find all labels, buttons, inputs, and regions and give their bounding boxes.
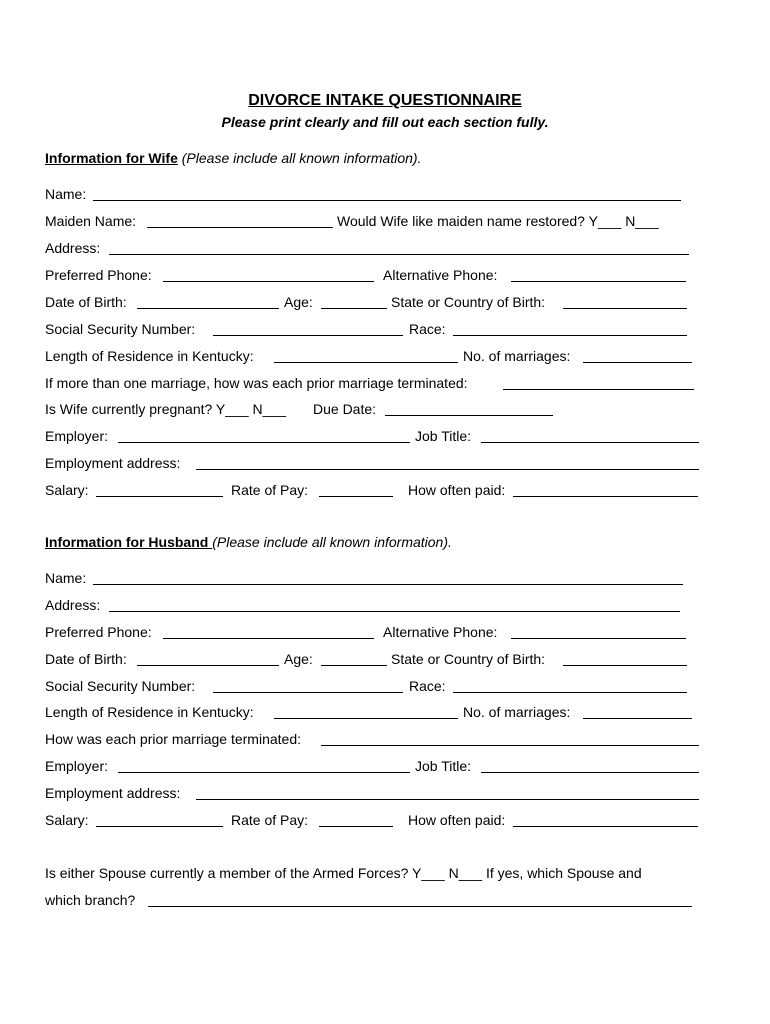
wife-prior-label: If more than one marriage, how was each prior marriage terminated: [45, 375, 468, 391]
husband-emp-addr-label: Employment address: [45, 785, 181, 801]
wife-due-field[interactable] [385, 415, 553, 416]
husband-address-field[interactable] [109, 611, 680, 612]
husband-age-field[interactable] [321, 665, 387, 666]
wife-birth-state-field[interactable] [563, 308, 687, 309]
husband-residence-label: Length of Residence in Kentucky: [45, 704, 254, 720]
wife-race-label: Race: [409, 321, 446, 337]
wife-address-row [45, 240, 695, 258]
husband-address-label: Address: [45, 597, 101, 613]
wife-name-label: Name: [45, 186, 87, 202]
wife-residence-field[interactable] [274, 362, 458, 363]
wife-salary-label: Salary: [45, 482, 89, 498]
husband-birth-state-label: State or Country of Birth: [391, 651, 546, 667]
wife-often-field[interactable] [513, 496, 698, 497]
husband-alt-phone-label: Alternative Phone: [383, 624, 498, 640]
wife-due-label: Due Date: [313, 401, 377, 417]
wife-race-field[interactable] [453, 335, 687, 336]
husband-prior-field[interactable] [321, 745, 699, 746]
husband-employer-label: Employer: [45, 758, 109, 774]
wife-pref-phone-field[interactable] [163, 281, 374, 282]
wife-dob-label: Date of Birth: [45, 294, 127, 310]
husband-race-field[interactable] [453, 692, 687, 693]
wife-dob-field[interactable] [137, 308, 279, 309]
husband-salary-row [45, 812, 705, 830]
armed-forces-row [45, 865, 705, 883]
wife-age-label: Age: [284, 294, 313, 310]
husband-prior-row [45, 731, 705, 749]
wife-dob-row [45, 294, 695, 312]
wife-pref-phone-label: Preferred Phone: [45, 267, 152, 283]
husband-address-row [45, 597, 695, 615]
husband-prior-label: How was each prior marriage terminated: [45, 731, 301, 747]
wife-salary-row [45, 482, 705, 500]
husband-residence-row [45, 704, 695, 722]
husband-marriages-field[interactable] [583, 718, 692, 719]
form-title: DIVORCE INTAKE QUESTIONNAIRE [248, 92, 522, 109]
wife-employer-label: Employer: [45, 428, 109, 444]
husband-ssn-label: Social Security Number: [45, 678, 196, 694]
wife-job-field[interactable] [481, 442, 699, 443]
husband-age-label: Age: [284, 651, 313, 667]
armed-branch-field[interactable] [148, 906, 692, 907]
husband-name-label: Name: [45, 570, 87, 586]
husband-dob-field[interactable] [137, 665, 279, 666]
husband-dob-row [45, 651, 695, 669]
husband-rate-field[interactable] [319, 826, 393, 827]
wife-employer-row [45, 428, 705, 446]
husband-birth-state-field[interactable] [563, 665, 687, 666]
wife-address-field[interactable] [109, 254, 689, 255]
armed-branch-row [45, 892, 705, 910]
husband-section-heading [45, 534, 452, 550]
husband-often-field[interactable] [513, 826, 698, 827]
husband-phone-row [45, 624, 695, 642]
wife-name-field[interactable] [93, 200, 681, 201]
husband-ssn-field[interactable] [213, 692, 403, 693]
husband-heading: Information for Husband [45, 534, 213, 550]
wife-alt-phone-label: Alternative Phone: [383, 267, 498, 283]
husband-alt-phone-field[interactable] [511, 638, 686, 639]
wife-name-row [45, 186, 685, 204]
wife-employer-field[interactable] [118, 442, 410, 443]
wife-rate-label: Rate of Pay: [231, 482, 309, 498]
form-subtitle: Please print clearly and fill out each section fully. [221, 114, 549, 130]
wife-maiden-label: Maiden Name: [45, 213, 137, 229]
wife-prior-field[interactable] [503, 389, 694, 390]
husband-name-field[interactable] [93, 584, 683, 585]
wife-often-label: How often paid: [408, 482, 506, 498]
wife-pregnant-question: Is Wife currently pregnant? Y___ N___ [45, 401, 286, 417]
husband-note: (Please include all known information). [212, 534, 452, 550]
wife-phone-row [45, 267, 695, 285]
armed-branch-label: which branch? [45, 892, 136, 908]
wife-birth-state-label: State or Country of Birth: [391, 294, 546, 310]
wife-emp-addr-field[interactable] [196, 469, 699, 470]
husband-salary-field[interactable] [96, 826, 223, 827]
husband-race-label: Race: [409, 678, 446, 694]
husband-employer-field[interactable] [118, 772, 410, 773]
husband-job-field[interactable] [481, 772, 699, 773]
wife-restore-question: Would Wife like maiden name restored? Y___ N___ [337, 213, 659, 229]
husband-emp-addr-field[interactable] [196, 799, 699, 800]
wife-rate-field[interactable] [319, 496, 393, 497]
wife-ssn-row [45, 321, 695, 339]
wife-age-field[interactable] [321, 308, 387, 309]
husband-often-label: How often paid: [408, 812, 506, 828]
husband-ssn-row [45, 678, 695, 696]
armed-forces-question: Is either Spouse currently a member of the Armed Forces? Y___ N___ If yes, which Spouse and [45, 865, 642, 881]
husband-pref-phone-label: Preferred Phone: [45, 624, 152, 640]
husband-emp-addr-row [45, 785, 705, 803]
husband-rate-label: Rate of Pay: [231, 812, 309, 828]
wife-salary-field[interactable] [96, 496, 223, 497]
wife-pregnant-row [45, 401, 695, 419]
husband-dob-label: Date of Birth: [45, 651, 127, 667]
wife-residence-row [45, 348, 695, 366]
wife-marriages-field[interactable] [583, 362, 692, 363]
husband-job-label: Job Title: [415, 758, 472, 774]
wife-alt-phone-field[interactable] [511, 281, 686, 282]
husband-residence-field[interactable] [274, 718, 458, 719]
wife-ssn-label: Social Security Number: [45, 321, 196, 337]
wife-maiden-field[interactable] [147, 227, 333, 228]
husband-name-row [45, 570, 695, 588]
wife-section-heading [45, 150, 421, 166]
wife-note: (Please include all known information). [177, 150, 422, 166]
wife-marriages-label: No. of marriages: [463, 348, 571, 364]
wife-maiden-row [45, 213, 695, 231]
husband-marriages-label: No. of marriages: [463, 704, 571, 720]
wife-emp-addr-row [45, 455, 705, 473]
wife-job-label: Job Title: [415, 428, 472, 444]
husband-pref-phone-field[interactable] [163, 638, 374, 639]
wife-prior-row [45, 375, 695, 393]
wife-address-label: Address: [45, 240, 101, 256]
wife-residence-label: Length of Residence in Kentucky: [45, 348, 254, 364]
husband-salary-label: Salary: [45, 812, 89, 828]
wife-ssn-field[interactable] [213, 335, 403, 336]
wife-emp-addr-label: Employment address: [45, 455, 181, 471]
husband-employer-row [45, 758, 705, 776]
wife-heading: Information for Wife [45, 150, 178, 166]
